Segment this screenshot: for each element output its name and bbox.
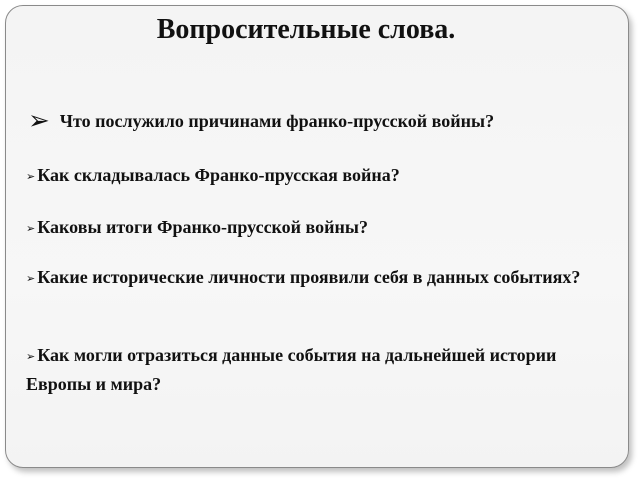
question-text: Как могли отразиться данные события на дальнейшей истории Европы и мира?	[26, 345, 557, 394]
question-item	[26, 214, 616, 243]
question-text: Каковы итоги Франко-прусской войны?	[37, 217, 368, 237]
question-text: Какие исторические личности проявили себя в данных событиях?	[37, 267, 581, 287]
arrowhead-bullet-icon: ➢	[26, 222, 36, 235]
question-text: Как складывалась Франко-прусская война?	[37, 165, 400, 185]
slide-panel	[5, 5, 629, 468]
question-item	[28, 106, 618, 134]
question-item	[26, 162, 616, 191]
slide-title: Вопросительные слова.	[156, 14, 456, 45]
question-item	[26, 264, 616, 293]
arrowhead-bullet-icon: ➢	[26, 350, 36, 363]
question-text: Что послужило причинами франко-прусской войны?	[59, 111, 495, 131]
question-item	[26, 342, 616, 397]
arrowhead-bullet-icon: ➢	[28, 106, 50, 136]
arrowhead-bullet-icon: ➢	[26, 272, 36, 285]
arrowhead-bullet-icon: ➢	[26, 170, 36, 183]
